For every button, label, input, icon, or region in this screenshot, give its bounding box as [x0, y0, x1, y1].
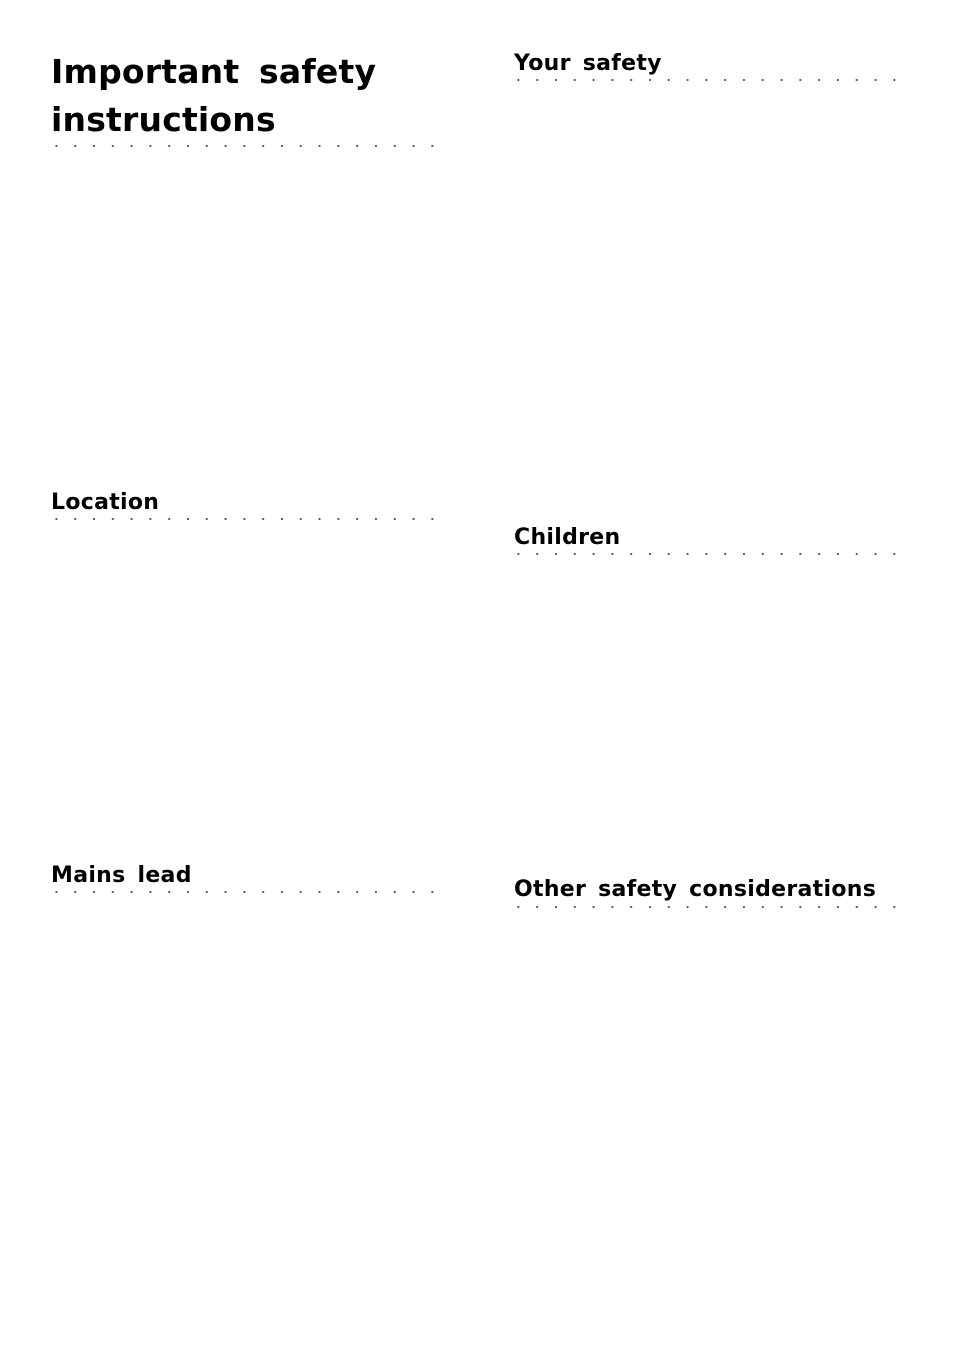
- children-dotted-rule: [509, 552, 907, 556]
- heading-children: Children: [514, 525, 621, 550]
- other-safety-dotted-rule: [509, 905, 907, 909]
- heading-other-safety-considerations: Other safety considerations: [514, 877, 877, 902]
- page-title-line-2: instructions: [51, 100, 276, 139]
- page-title: [51, 48, 376, 144]
- heading-location: Location: [51, 490, 160, 515]
- heading-mains-lead: Mains lead: [51, 863, 192, 888]
- heading-your-safety: Your safety: [514, 51, 662, 76]
- page-title-line-1: Important safety: [51, 52, 377, 91]
- title-dotted-rule: [47, 144, 441, 148]
- your-safety-dotted-rule: [509, 78, 907, 82]
- mains-lead-dotted-rule: [47, 890, 441, 894]
- location-dotted-rule: [47, 517, 441, 521]
